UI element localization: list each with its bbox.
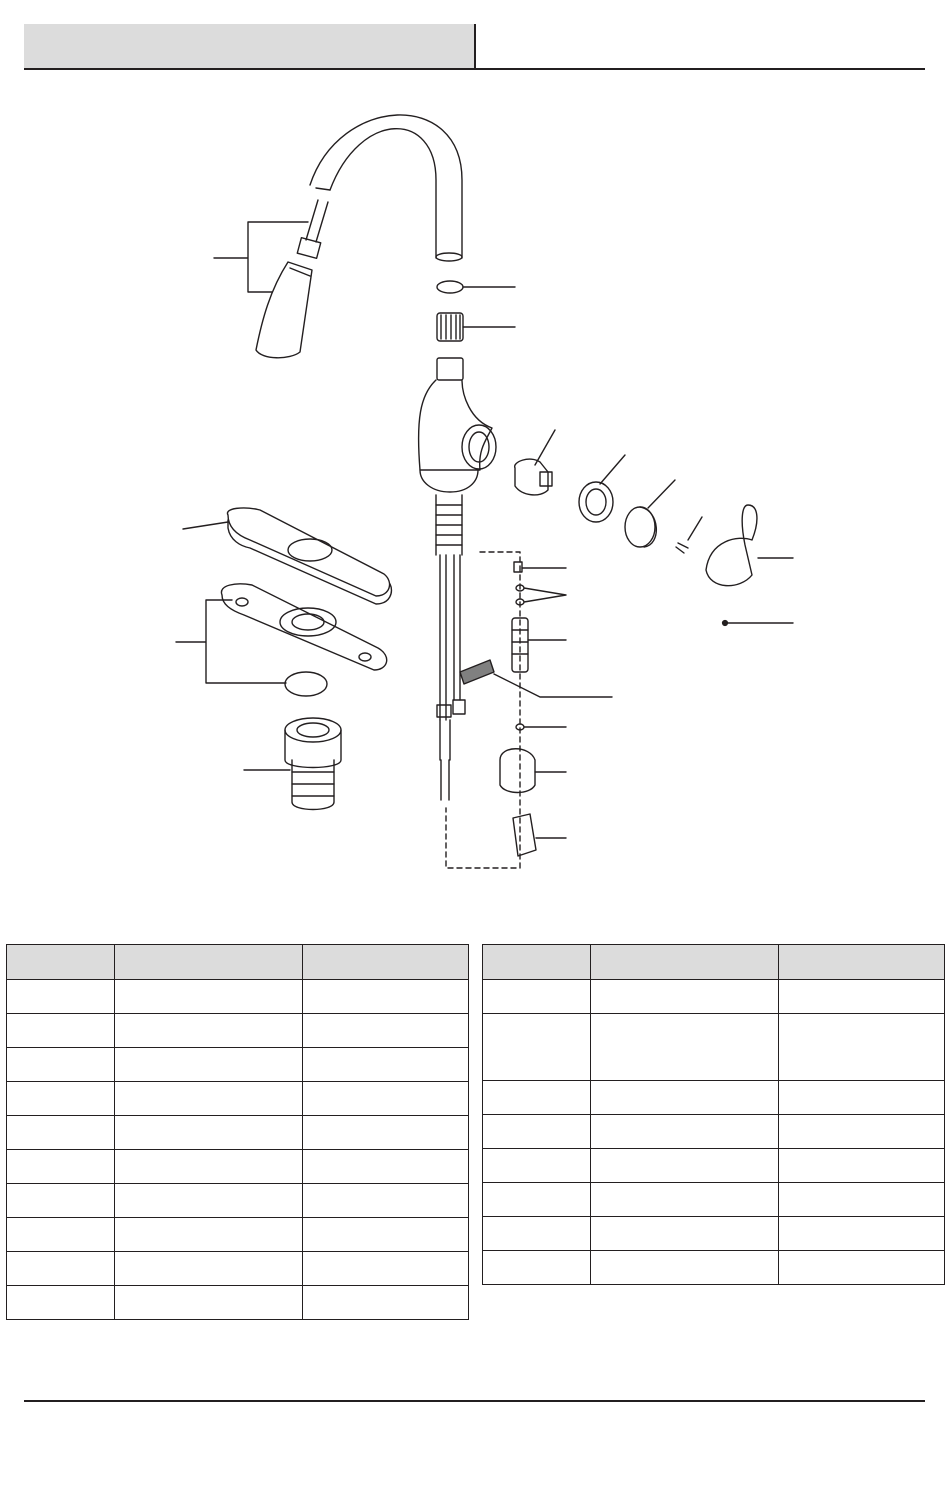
cell-part xyxy=(483,1081,591,1115)
cell-quantity xyxy=(779,1014,945,1081)
table-row xyxy=(483,1251,945,1285)
column-header-quantity xyxy=(779,945,945,980)
cell-part xyxy=(7,1048,115,1082)
hose-routing-dashed xyxy=(446,552,520,868)
table-row xyxy=(483,1183,945,1217)
cell-description xyxy=(591,1183,779,1217)
cell-description xyxy=(115,1014,303,1048)
cell-quantity xyxy=(779,1251,945,1285)
cell-part xyxy=(7,1252,115,1286)
cell-quantity xyxy=(779,1149,945,1183)
parts-table-left xyxy=(6,944,469,1320)
cell-description xyxy=(591,1217,779,1251)
cell-part xyxy=(483,980,591,1014)
cell-part xyxy=(483,1149,591,1183)
cell-part xyxy=(7,1218,115,1252)
faucet-body xyxy=(419,358,496,555)
spout xyxy=(310,115,462,261)
table-row xyxy=(483,1014,945,1081)
cell-description xyxy=(591,1081,779,1115)
cell-part xyxy=(483,1014,591,1081)
column-header-description xyxy=(115,945,303,980)
table-header-row xyxy=(483,945,945,980)
cell-quantity xyxy=(779,1081,945,1115)
cell-description xyxy=(115,1048,303,1082)
small-parts xyxy=(500,562,566,856)
table-row xyxy=(7,1184,469,1218)
table-row xyxy=(7,1082,469,1116)
table-row xyxy=(7,1252,469,1286)
table-row xyxy=(7,1286,469,1320)
cell-description xyxy=(115,1150,303,1184)
cell-quantity xyxy=(303,1116,469,1150)
hose-weight xyxy=(460,660,612,697)
table-row xyxy=(483,980,945,1014)
table-row xyxy=(7,1218,469,1252)
cell-description xyxy=(115,980,303,1014)
cell-part xyxy=(483,1251,591,1285)
cell-part xyxy=(7,1116,115,1150)
cell-quantity xyxy=(303,1252,469,1286)
cell-quantity xyxy=(303,1082,469,1116)
cell-description xyxy=(115,1286,303,1320)
spout-insert xyxy=(437,313,515,341)
cell-quantity xyxy=(303,1218,469,1252)
cell-quantity xyxy=(303,1150,469,1184)
cell-description xyxy=(591,1251,779,1285)
footer-rule xyxy=(24,1400,925,1402)
cell-part xyxy=(483,1115,591,1149)
column-header-part xyxy=(483,945,591,980)
cell-quantity xyxy=(779,1183,945,1217)
cell-quantity xyxy=(779,1115,945,1149)
cell-quantity xyxy=(303,1048,469,1082)
column-header-quantity xyxy=(303,945,469,980)
cell-description xyxy=(591,1149,779,1183)
spray-head-callout xyxy=(214,222,308,292)
cell-description xyxy=(591,1115,779,1149)
table-row xyxy=(7,1116,469,1150)
deck-gasket xyxy=(176,584,387,683)
table-header-row xyxy=(7,945,469,980)
column-header-description xyxy=(591,945,779,980)
cell-quantity xyxy=(303,1014,469,1048)
set-screw xyxy=(676,517,702,553)
cell-description xyxy=(115,1116,303,1150)
handle-lever xyxy=(706,505,793,586)
cell-part xyxy=(7,1150,115,1184)
column-header-part xyxy=(7,945,115,980)
cell-description xyxy=(115,1082,303,1116)
cell-quantity xyxy=(303,1286,469,1320)
bonnet-nut xyxy=(579,455,625,522)
cell-description xyxy=(115,1218,303,1252)
supply-lines xyxy=(437,555,465,800)
pull-down-spray-head xyxy=(256,200,328,358)
table-row xyxy=(7,980,469,1014)
table-row xyxy=(483,1115,945,1149)
table-row xyxy=(483,1149,945,1183)
cartridge xyxy=(515,430,555,495)
cell-description xyxy=(591,1014,779,1081)
table-row xyxy=(7,1048,469,1082)
cell-part xyxy=(7,980,115,1014)
cell-quantity xyxy=(779,980,945,1014)
cell-quantity xyxy=(303,1184,469,1218)
handle-cap xyxy=(625,480,675,547)
table-row xyxy=(7,1014,469,1048)
cell-description xyxy=(115,1252,303,1286)
mounting-ring xyxy=(285,672,327,696)
cell-part xyxy=(7,1184,115,1218)
cell-description xyxy=(115,1184,303,1218)
cell-quantity xyxy=(779,1217,945,1251)
table-row xyxy=(483,1081,945,1115)
mounting-nut xyxy=(244,718,341,810)
o-ring-spout xyxy=(437,281,463,293)
cell-part xyxy=(7,1014,115,1048)
deck-plate xyxy=(183,508,391,604)
cell-part xyxy=(483,1183,591,1217)
cell-description xyxy=(591,980,779,1014)
table-row xyxy=(483,1217,945,1251)
table-row xyxy=(7,1150,469,1184)
cell-quantity xyxy=(303,980,469,1014)
cell-part xyxy=(7,1082,115,1116)
cell-part xyxy=(7,1286,115,1320)
cell-part xyxy=(483,1217,591,1251)
parts-table-right xyxy=(482,944,945,1285)
